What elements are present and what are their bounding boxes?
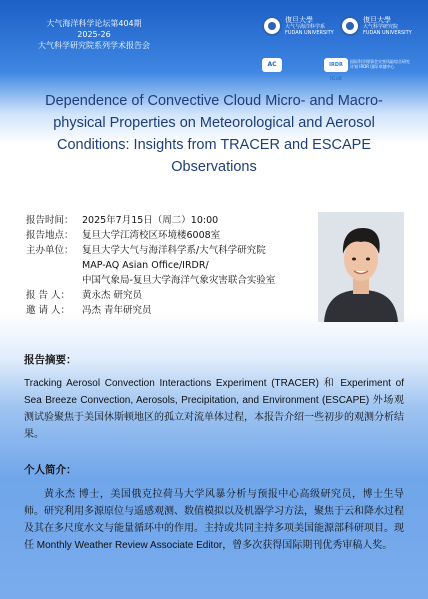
- host-value-3: 中国气象局-复旦大学海洋气象灾害联合实验室: [82, 275, 276, 286]
- info-row-inviter: [26, 303, 316, 318]
- bio-text: 黄永杰 博士，美国俄克拉荷马大学风暴分析与预报中心高级研究员，博士生导师。研究利用多源原位与遥感观测、数值模拟以及机器学习方法，聚焦于云和降水过程及其在多尺度水文与能量循环中的作用。主持或共同主持多项美国能源部科研项目。现任 Monthly Weather Review Associate Editor，曾多次获得国际期刊优秀审稿人奖。: [24, 489, 404, 551]
- info-row-host-2: [26, 258, 316, 273]
- info-row-time: [26, 213, 316, 228]
- irdr-logo: IRDR ICoE: [324, 58, 348, 72]
- fudan-emblem-icon: [262, 16, 282, 36]
- speaker-label: 报 告 人：: [26, 290, 71, 301]
- abstract-heading: 报告摘要：: [24, 354, 77, 366]
- host-label: 主办单位：: [26, 245, 74, 256]
- irdr-logo-text: 国际科学理事会灾害风险综合研究计划 IRDR 国际卓越中心: [350, 59, 410, 69]
- info-row-place: [26, 228, 316, 243]
- time-label: 报告时间：: [26, 215, 74, 226]
- fudan-logo-1: 復旦大學 大气与海洋科学系 FUDAN UNIVERSITY: [285, 16, 334, 36]
- talk-title: Dependence of Convective Cloud Micro- and Macro-physical Properties on Meteorological and Aerosol Conditions: Insights from TRACER and ESCAPE Observations: [45, 93, 383, 175]
- speaker-value: 黄永杰 研究员: [82, 290, 143, 301]
- abstract-text: Tracking Aerosol Convection Interactions Experiment (TRACER) 和 Experiment of Sea Breeze Convection, Aerosols, Precipitation, and Environment (ESCAPE) 外场观测试验聚焦于美国休斯顿地区的孤立对流单体过程，本报告介绍一些初步的观测分析结果。: [24, 378, 404, 440]
- speaker-photo: [318, 212, 404, 322]
- logo-group: [262, 14, 412, 82]
- forum-header: [34, 18, 154, 51]
- bio-heading: 个人简介：: [24, 464, 77, 476]
- ac-logo: AC: [262, 58, 282, 72]
- forum-title: 大气海洋科学论坛第404期: [46, 19, 142, 28]
- place-value: 复旦大学江湾校区环境楼6008室: [82, 230, 221, 241]
- place-label: 报告地点：: [26, 230, 74, 241]
- host-value-1: 复旦大学大气与海洋科学系/大气科学研究院: [82, 245, 266, 256]
- inviter-value: 冯杰 青年研究员: [82, 305, 152, 316]
- fudan-emblem-icon: [340, 16, 360, 36]
- host-value-2: MAP-AQ Asian Office/IRDR/: [82, 260, 209, 271]
- info-row-host-3: [26, 273, 316, 288]
- speaker-portrait-icon: [318, 212, 404, 322]
- info-row-host: [26, 243, 316, 258]
- forum-season: 2025-26: [77, 30, 111, 39]
- time-value: 2025年7月15日（周二）10:00: [82, 215, 219, 226]
- fudan-logo-2: 復旦大學 大气科学研究院 FUDAN UNIVERSITY: [363, 16, 412, 36]
- inviter-label: 邀 请 人：: [26, 305, 71, 316]
- forum-series: 大气科学研究院系列学术报告会: [38, 41, 150, 50]
- info-row-speaker: [26, 288, 316, 303]
- event-info: [26, 213, 316, 318]
